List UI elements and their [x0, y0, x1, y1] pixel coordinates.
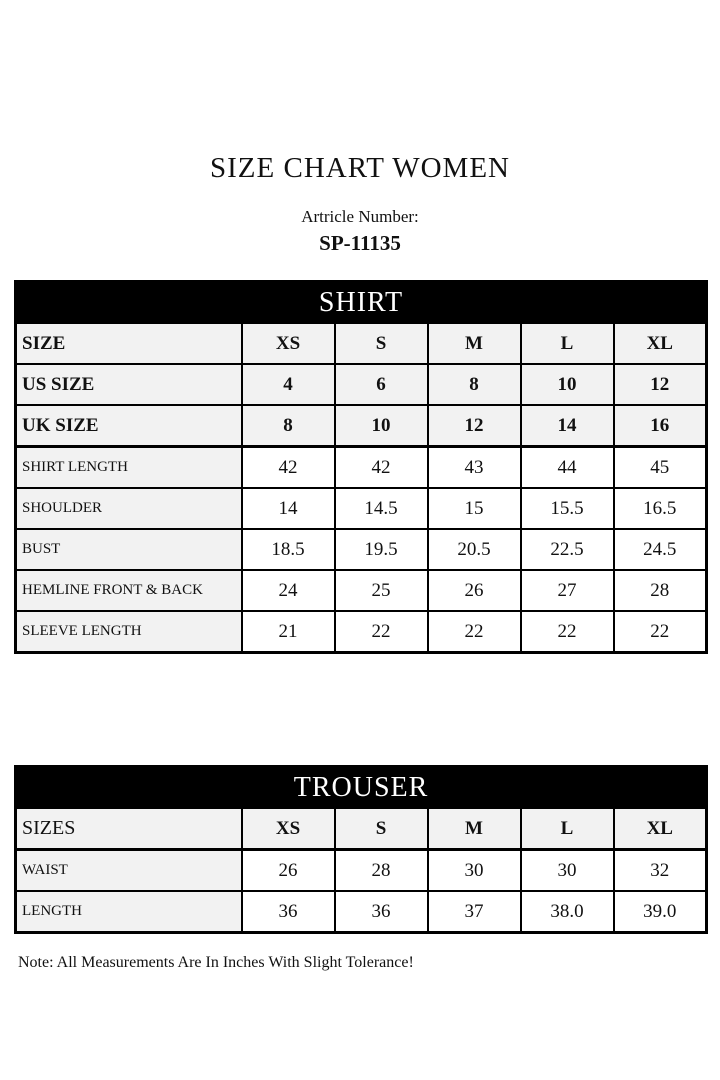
value-cell: 36 [242, 891, 335, 933]
value-cell: 25 [335, 570, 428, 611]
value-cell: 30 [428, 850, 521, 892]
value-cell: S [335, 323, 428, 364]
value-cell: 14 [242, 488, 335, 529]
value-cell: 18.5 [242, 529, 335, 570]
value-cell: 12 [614, 364, 707, 405]
trouser-sizes-row [16, 808, 707, 850]
sleeve-length-row [16, 611, 707, 653]
row-label-cell: US SIZE [16, 364, 242, 405]
row-label-cell: HEMLINE FRONT & BACK [16, 570, 242, 611]
value-cell: 42 [335, 447, 428, 489]
value-cell: 19.5 [335, 529, 428, 570]
row-label-cell: WAIST [16, 850, 242, 892]
value-cell: 43 [428, 447, 521, 489]
value-cell: 14 [521, 405, 614, 447]
value-cell: 22.5 [521, 529, 614, 570]
value-cell: 10 [335, 405, 428, 447]
shirt-size-table [14, 280, 708, 654]
value-cell: 26 [242, 850, 335, 892]
row-label-cell: SIZE [16, 323, 242, 364]
value-cell: 27 [521, 570, 614, 611]
shirt-table-header-row [16, 282, 707, 324]
value-cell: 36 [335, 891, 428, 933]
row-label-cell: SIZES [16, 808, 242, 850]
hemline-row [16, 570, 707, 611]
value-cell: M [428, 808, 521, 850]
value-cell: 37 [428, 891, 521, 933]
value-cell: 15.5 [521, 488, 614, 529]
trouser-table-header-row [16, 767, 707, 809]
value-cell: 20.5 [428, 529, 521, 570]
value-cell: 42 [242, 447, 335, 489]
value-cell: 4 [242, 364, 335, 405]
value-cell: 26 [428, 570, 521, 611]
row-label-cell: SLEEVE LENGTH [16, 611, 242, 653]
value-cell: 28 [335, 850, 428, 892]
value-cell: 16 [614, 405, 707, 447]
row-label-cell: SHOULDER [16, 488, 242, 529]
value-cell: 12 [428, 405, 521, 447]
row-label-cell: UK SIZE [16, 405, 242, 447]
shirt-size-row [16, 323, 707, 364]
measurement-note: Note: All Measurements Are In Inches With Slight Tolerance! [18, 954, 414, 971]
value-cell: L [521, 323, 614, 364]
value-cell: 14.5 [335, 488, 428, 529]
value-cell: XL [614, 323, 707, 364]
value-cell: S [335, 808, 428, 850]
value-cell: L [521, 808, 614, 850]
value-cell: 32 [614, 850, 707, 892]
length-row [16, 891, 707, 933]
value-cell: 24.5 [614, 529, 707, 570]
value-cell: 22 [521, 611, 614, 653]
row-label-cell: BUST [16, 529, 242, 570]
row-label-cell: LENGTH [16, 891, 242, 933]
article-number-value: SP-11135 [319, 231, 401, 255]
value-cell: 6 [335, 364, 428, 405]
value-cell: 22 [335, 611, 428, 653]
value-cell: 44 [521, 447, 614, 489]
value-cell: 22 [428, 611, 521, 653]
value-cell: XS [242, 323, 335, 364]
waist-row [16, 850, 707, 892]
value-cell: M [428, 323, 521, 364]
value-cell: 15 [428, 488, 521, 529]
value-cell: 16.5 [614, 488, 707, 529]
value-cell: 22 [614, 611, 707, 653]
value-cell: XL [614, 808, 707, 850]
trouser-size-table [14, 765, 708, 934]
row-label-cell: SHIRT LENGTH [16, 447, 242, 489]
value-cell: 10 [521, 364, 614, 405]
value-cell: 24 [242, 570, 335, 611]
bust-row [16, 529, 707, 570]
value-cell: XS [242, 808, 335, 850]
shirt-length-row [16, 447, 707, 489]
value-cell: 21 [242, 611, 335, 653]
value-cell: 38.0 [521, 891, 614, 933]
page-title: SIZE CHART WOMEN [210, 152, 510, 184]
shoulder-row [16, 488, 707, 529]
value-cell: 45 [614, 447, 707, 489]
value-cell: 39.0 [614, 891, 707, 933]
article-number-label: Artricle Number: [301, 207, 419, 226]
trouser-table-title: TROUSER [16, 767, 707, 809]
value-cell: 28 [614, 570, 707, 611]
value-cell: 30 [521, 850, 614, 892]
shirt-uk-size-row [16, 405, 707, 447]
value-cell: 8 [242, 405, 335, 447]
shirt-us-size-row [16, 364, 707, 405]
value-cell: 8 [428, 364, 521, 405]
shirt-table-title: SHIRT [16, 282, 707, 324]
